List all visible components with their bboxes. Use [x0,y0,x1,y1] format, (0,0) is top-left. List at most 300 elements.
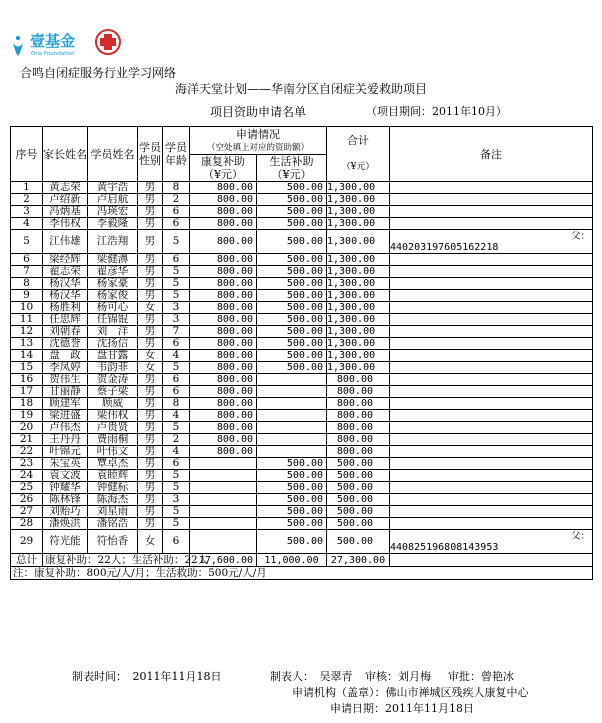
cell-seq: 18 [11,398,43,410]
cell-total-amount: 1,300.00 [327,206,390,218]
cell-remark [390,374,593,386]
table-row [11,398,593,410]
cell-total-amount: 800.00 [327,446,390,458]
cell-living-amount: 500.00 [257,482,327,494]
cell-remark [390,362,593,374]
cell-seq: 2 [11,194,43,206]
table-row [11,530,593,554]
cell-parent-name: 刘贻巧 [43,506,88,518]
cell-total-amount: 1,300.00 [327,326,390,338]
cell-seq: 23 [11,458,43,470]
header-student: 学员姓名 [88,127,138,182]
cell-parent-name: 任思辉 [43,314,88,326]
table-body [11,182,593,554]
cell-total-amount: 800.00 [327,398,390,410]
cell-student-name: 钟健标 [88,482,138,494]
project-period: （项目期间：2011年10月） [366,105,507,118]
cell-parent-name: 袁文波 [43,470,88,482]
footer-made-by: 制表人： 吴翠青 [270,670,353,683]
cell-age: 6 [163,530,190,554]
cell-rehab-amount: 800.00 [190,326,257,338]
cell-living-amount [257,446,327,458]
one-foundation-mark-icon [13,36,23,56]
cell-remark [390,326,593,338]
cell-parent-name: 王丹丹 [43,434,88,446]
cell-age: 5 [163,470,190,482]
cell-living-amount [257,434,327,446]
cell-student-name: 覃卓杰 [88,458,138,470]
cell-student-name: 黄宇浩 [88,182,138,194]
footer-made-time: 制表时间： 2011年11月18日 [72,670,222,683]
cell-living-amount: 500.00 [257,350,327,362]
cell-student-name: 卢启航 [88,194,138,206]
cell-parent-name: 刘朝春 [43,326,88,338]
cell-seq: 13 [11,338,43,350]
header-apply: 申请情况 [190,127,327,143]
cell-living-amount: 500.00 [257,290,327,302]
cell-seq: 20 [11,422,43,434]
cell-parent-name: 冯炳基 [43,206,88,218]
cell-living-amount: 500.00 [257,194,327,206]
remark-id-number: 440825196808143953 [390,541,499,553]
cell-total-amount: 800.00 [327,386,390,398]
cell-seq: 22 [11,446,43,458]
cell-remark [390,470,593,482]
cell-parent-name: 江伟雄 [43,230,88,254]
cell-seq: 5 [11,230,43,254]
cell-gender: 男 [138,518,163,530]
header-seq: 序号 [11,127,43,182]
cell-age: 6 [163,338,190,350]
cell-total-amount: 1,300.00 [327,314,390,326]
table-row [11,434,593,446]
cell-seq: 8 [11,278,43,290]
cell-parent-name: 翟志荣 [43,266,88,278]
cell-student-name: 卢贵贤 [88,422,138,434]
cell-living-amount: 500.00 [257,326,327,338]
cell-seq: 26 [11,494,43,506]
cell-age: 4 [163,410,190,422]
cell-living-amount [257,422,327,434]
cell-rehab-amount: 800.00 [190,410,257,422]
table-row [11,182,593,194]
cell-rehab-amount: 800.00 [190,278,257,290]
cell-remark [390,518,593,530]
footer-applicant: 申请机构（盖章）：佛山市禅城区残疾人康复中心 [292,686,529,699]
table-row [11,506,593,518]
cell-total-amount: 800.00 [327,374,390,386]
cell-parent-name: 黄志荣 [43,182,88,194]
remark-label: 父： [570,530,590,542]
remark-id-number: 440203197605162218 [390,241,499,253]
cell-total-amount: 500.00 [327,458,390,470]
cell-remark [390,230,593,254]
table-row [11,290,593,302]
cell-remark [390,218,593,230]
table-row [11,458,593,470]
footer-apply-date: 申请日期：2011年11月18日 [330,702,474,715]
cell-age: 8 [163,398,190,410]
cell-gender: 女 [138,350,163,362]
cell-age: 5 [163,362,190,374]
cell-student-name: 刘星雨 [88,506,138,518]
cell-rehab-amount: 800.00 [190,194,257,206]
cell-seq: 10 [11,302,43,314]
cell-age: 5 [163,278,190,290]
cell-student-name: 梁伟权 [88,410,138,422]
cell-gender: 男 [138,386,163,398]
table-row [11,326,593,338]
table-row [11,314,593,326]
cell-rehab-amount: 800.00 [190,362,257,374]
cell-total-amount: 1,300.00 [327,266,390,278]
cell-gender: 男 [138,182,163,194]
footer-approve: 审批：曾艳冰 [448,670,514,683]
cell-rehab-amount: 800.00 [190,182,257,194]
cell-seq: 9 [11,290,43,302]
cell-age: 7 [163,326,190,338]
cell-age: 4 [163,446,190,458]
cell-rehab-amount: 800.00 [190,302,257,314]
cell-gender: 男 [138,194,163,206]
cell-student-name: 沈扬信 [88,338,138,350]
cell-gender: 男 [138,446,163,458]
table-row [11,446,593,458]
cell-gender: 男 [138,230,163,254]
cell-gender: 男 [138,314,163,326]
cell-gender: 男 [138,254,163,266]
cell-student-name: 贺金涛 [88,374,138,386]
cell-rehab-amount: 800.00 [190,218,257,230]
table-row [11,350,593,362]
cell-seq: 19 [11,410,43,422]
cell-rehab-amount: 800.00 [190,422,257,434]
table-row [11,206,593,218]
table-row [11,494,593,506]
table-row [11,374,593,386]
header-parent: 家长姓名 [43,127,88,182]
cell-living-amount: 500.00 [257,314,327,326]
cell-rehab-amount: 800.00 [190,446,257,458]
cell-parent-name: 顾建军 [43,398,88,410]
total-desc: 康复补助：22人；生活补助：22人 [43,554,190,567]
cell-parent-name: 贺伟生 [43,374,88,386]
cell-student-name: 任锦锟 [88,314,138,326]
cell-remark [390,446,593,458]
cell-gender: 男 [138,398,163,410]
cell-total-amount: 1,300.00 [327,254,390,266]
funding-standards-note: 注：康复补助：800元/人/月；生活救助：500元/人/月 [11,567,593,580]
cell-remark [390,266,593,278]
cell-remark [390,254,593,266]
cell-parent-name: 梁进盛 [43,410,88,422]
table-row [11,302,593,314]
cell-gender: 男 [138,506,163,518]
cell-remark [390,278,593,290]
cell-living-amount: 500.00 [257,266,327,278]
cell-living-amount: 500.00 [257,470,327,482]
table-row [11,410,593,422]
cell-student-name: 蔡子梁 [88,386,138,398]
cell-total-amount: 500.00 [327,482,390,494]
cell-seq: 24 [11,470,43,482]
cell-total-amount: 800.00 [327,410,390,422]
cell-rehab-amount [190,518,257,530]
cell-student-name: 盘甘露 [88,350,138,362]
project-title: 海洋天堂计划——华南分区自闭症关爱救助项目 [174,82,427,96]
cell-parent-name: 卢伟杰 [43,422,88,434]
cell-age: 5 [163,290,190,302]
cell-student-name: 刘 洋 [88,326,138,338]
cell-seq: 15 [11,362,43,374]
footer-review: 审核：刘月梅 [365,670,431,683]
table-row [11,230,593,254]
cell-rehab-amount: 800.00 [190,290,257,302]
cell-remark [390,386,593,398]
cell-parent-name: 叶锦元 [43,446,88,458]
cell-age: 6 [163,374,190,386]
cell-remark [390,206,593,218]
cell-living-amount [257,398,327,410]
cell-total-amount: 1,300.00 [327,182,390,194]
cell-living-amount [257,410,327,422]
cell-living-amount: 500.00 [257,458,327,470]
cell-remark [390,458,593,470]
cell-parent-name: 朱宝英 [43,458,88,470]
total-living-sum: 11,000.00 [257,554,327,567]
cell-living-amount: 500.00 [257,218,327,230]
cell-parent-name: 李伟权 [43,218,88,230]
header-total: 合计 [327,127,390,155]
cell-student-name: 杨家俊 [88,290,138,302]
cell-living-amount: 500.00 [257,518,327,530]
cell-remark [390,494,593,506]
cell-rehab-amount: 800.00 [190,206,257,218]
cell-living-amount: 500.00 [257,230,327,254]
table-row [11,422,593,434]
cell-student-name: 顾威 [88,398,138,410]
cell-remark [390,410,593,422]
cell-total-amount: 1,300.00 [327,362,390,374]
cell-remark [390,290,593,302]
cell-student-name: 叶伟文 [88,446,138,458]
cell-total-amount: 1,300.00 [327,230,390,254]
cell-living-amount: 500.00 [257,506,327,518]
cell-age: 6 [163,386,190,398]
cell-remark [390,350,593,362]
cell-seq: 27 [11,506,43,518]
cell-age: 2 [163,194,190,206]
cell-age: 6 [163,218,190,230]
cell-total-amount: 1,300.00 [327,218,390,230]
funding-application-table [10,126,593,580]
cell-rehab-amount [190,494,257,506]
form-title: 项目资助申请名单 [210,105,307,119]
cell-student-name: 袁睦辉 [88,470,138,482]
cell-gender: 女 [138,302,163,314]
cell-total-amount: 1,300.00 [327,290,390,302]
cell-student-name: 符怡香 [88,530,138,554]
cell-total-amount: 1,300.00 [327,194,390,206]
cell-total-amount: 1,300.00 [327,350,390,362]
cell-student-name: 杨可心 [88,302,138,314]
cell-age: 6 [163,458,190,470]
cell-total-amount: 500.00 [327,494,390,506]
cell-parent-name: 潘焕洪 [43,518,88,530]
cell-parent-name: 沈德誉 [43,338,88,350]
logo-brand-en-text: One Foundation [31,51,75,57]
cell-seq: 7 [11,266,43,278]
header-living: 生活补助 [257,155,327,169]
cell-seq: 29 [11,530,43,554]
total-rehab-sum: 17,600.00 [190,554,257,567]
red-cross-emblem-icon [96,30,120,54]
cell-student-name: 李毅隆 [88,218,138,230]
cell-parent-name: 甘丽静 [43,386,88,398]
header-total-unit: （¥元） [327,155,390,182]
header-gender: 学员性别 [138,127,163,182]
cell-age: 6 [163,254,190,266]
cell-gender: 男 [138,434,163,446]
cell-rehab-amount: 800.00 [190,266,257,278]
cell-seq: 16 [11,374,43,386]
cell-remark [390,434,593,446]
cell-student-name: 陈海杰 [88,494,138,506]
header-remark: 备注 [390,127,593,182]
cell-total-amount: 800.00 [327,422,390,434]
cell-student-name: 韦韵菲 [88,362,138,374]
table-row [11,254,593,266]
cell-age: 8 [163,182,190,194]
cell-total-amount: 1,300.00 [327,302,390,314]
cell-rehab-amount: 800.00 [190,230,257,254]
cell-gender: 男 [138,206,163,218]
cell-remark [390,398,593,410]
cell-age: 5 [163,506,190,518]
cell-living-amount: 500.00 [257,254,327,266]
cell-gender: 女 [138,362,163,374]
header-rehab-unit: （¥元） [190,169,257,182]
cell-rehab-amount: 800.00 [190,374,257,386]
cell-age: 5 [163,266,190,278]
cell-living-amount: 500.00 [257,182,327,194]
cell-parent-name: 盘 政 [43,350,88,362]
cell-parent-name: 杨汉华 [43,290,88,302]
cell-seq: 3 [11,206,43,218]
cell-parent-name: 钟耀华 [43,482,88,494]
cell-rehab-amount: 800.00 [190,398,257,410]
cell-remark [390,302,593,314]
cell-rehab-amount [190,470,257,482]
cell-student-name: 江浩翔 [88,230,138,254]
cell-rehab-amount [190,458,257,470]
cell-age: 4 [163,350,190,362]
cell-remark [390,338,593,350]
cell-remark [390,506,593,518]
total-label: 总计 [11,554,43,567]
one-foundation-logo [10,26,160,58]
cell-total-amount: 1,300.00 [327,278,390,290]
cell-total-amount: 500.00 [327,470,390,482]
cell-total-amount: 500.00 [327,530,390,554]
cell-rehab-amount: 800.00 [190,338,257,350]
table-row [11,518,593,530]
cell-seq: 17 [11,386,43,398]
cell-age: 5 [163,482,190,494]
cell-seq: 4 [11,218,43,230]
cell-student-name: 杨家豪 [88,278,138,290]
header-apply-note: （空处填上对应的资助额） [190,143,327,155]
cell-gender: 男 [138,266,163,278]
cell-remark [390,194,593,206]
cell-rehab-amount [190,506,257,518]
cell-age: 2 [163,434,190,446]
cell-seq: 28 [11,518,43,530]
cell-rehab-amount: 800.00 [190,314,257,326]
cell-age: 3 [163,494,190,506]
cell-living-amount: 500.00 [257,362,327,374]
cell-gender: 男 [138,470,163,482]
header-living-unit: （¥元） [257,169,327,182]
cell-rehab-amount [190,482,257,494]
cell-student-name: 潘铭浩 [88,518,138,530]
table-row [11,218,593,230]
cell-parent-name: 梁经辉 [43,254,88,266]
cell-rehab-amount [190,530,257,554]
cell-student-name: 翟彦华 [88,266,138,278]
cell-parent-name: 李凤婷 [43,362,88,374]
cell-living-amount: 500.00 [257,338,327,350]
cell-seq: 21 [11,434,43,446]
cell-rehab-amount: 800.00 [190,350,257,362]
cell-rehab-amount: 800.00 [190,386,257,398]
cell-living-amount: 500.00 [257,206,327,218]
cell-gender: 男 [138,218,163,230]
cell-total-amount: 1,300.00 [327,338,390,350]
cell-seq: 12 [11,326,43,338]
cell-total-amount: 800.00 [327,434,390,446]
org-name: 合鸣自闭症服务行业学习网络 [20,66,177,80]
cell-age: 5 [163,230,190,254]
cell-gender: 男 [138,494,163,506]
cell-gender: 男 [138,458,163,470]
logo-brand-text: 壹基金 [30,32,76,50]
cell-student-name: 冯瑛宏 [88,206,138,218]
cell-age: 3 [163,302,190,314]
cell-gender: 男 [138,338,163,350]
cell-living-amount [257,374,327,386]
header-age: 学员年龄 [163,127,190,182]
cell-parent-name: 杨汉华 [43,278,88,290]
cell-parent-name: 陈林锋 [43,494,88,506]
cell-student-name: 梁健濞 [88,254,138,266]
total-grand-sum: 27,300.00 [327,554,390,567]
cell-total-amount: 500.00 [327,506,390,518]
cell-parent-name: 卢绍新 [43,194,88,206]
cell-rehab-amount: 800.00 [190,254,257,266]
cell-seq: 25 [11,482,43,494]
cell-seq: 14 [11,350,43,362]
cell-age: 3 [163,314,190,326]
total-remark [390,554,593,567]
cell-gender: 男 [138,482,163,494]
cell-gender: 男 [138,410,163,422]
table-row [11,338,593,350]
cell-age: 6 [163,206,190,218]
cell-remark [390,530,593,554]
cell-student-name: 费雨桐 [88,434,138,446]
cell-living-amount: 500.00 [257,302,327,314]
